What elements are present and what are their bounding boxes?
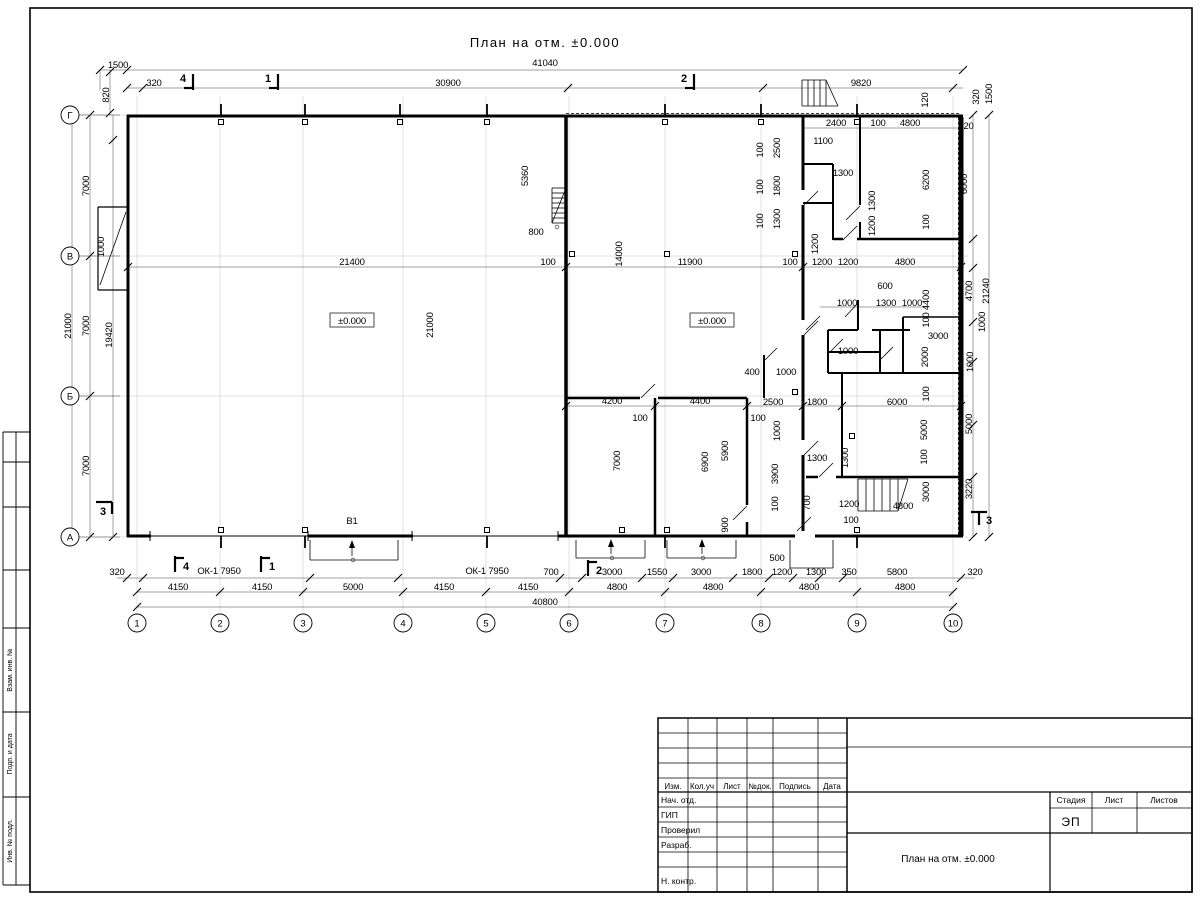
column-marker (303, 528, 308, 533)
dim-label: В1 (346, 516, 358, 527)
axis-number: 10 (947, 618, 959, 630)
dim-label: 9820 (850, 78, 872, 89)
dim-label: 5000 (964, 413, 975, 435)
frame-side-strip (7, 648, 14, 862)
section-number: 4 (182, 561, 190, 573)
dim-label: 1000 (965, 351, 976, 373)
dim-label: 3000 (690, 567, 712, 578)
sheet-frame (30, 8, 1192, 892)
column-marker (665, 528, 670, 533)
dim-label: 2400 (825, 118, 847, 129)
column-marker (665, 252, 670, 257)
column-marker (620, 528, 625, 533)
dim-label: 30900 (435, 78, 461, 89)
column-marker (663, 120, 668, 125)
plan-geometry (3, 58, 1192, 892)
dim-label: 21000 (63, 313, 74, 339)
dim-label: 120 (958, 121, 974, 132)
column-marker (398, 120, 403, 125)
dim-label: 4150 (517, 582, 539, 593)
dim-label: 500 (769, 553, 785, 564)
dim-label: 4800 (702, 582, 724, 593)
dim-label: 11900 (677, 257, 703, 268)
section-number: 1 (268, 561, 276, 573)
side-label-podp: Подп. и дата (7, 733, 14, 775)
detail-line (880, 347, 893, 360)
detail-line (806, 316, 820, 330)
dim-label: 1100 (813, 136, 833, 147)
dim-label: 100 (540, 257, 556, 268)
dim-label: 4150 (433, 582, 455, 593)
detail-line (846, 206, 860, 220)
dim-label: 1200 (771, 567, 793, 578)
dim-label: 1300 (805, 567, 827, 578)
column-marker (793, 390, 798, 395)
dim-label: 4800 (892, 501, 914, 512)
column-marker (219, 120, 224, 125)
column-marker (855, 120, 860, 125)
dim-label: 21240 (981, 278, 992, 304)
axis-number: 6 (566, 618, 572, 630)
dim-label: 1300 (867, 190, 878, 212)
column-marker (850, 434, 855, 439)
dim-label: 1000 (836, 298, 858, 309)
tb-col-ndok: №док. (748, 782, 772, 791)
dim-label: 100 (919, 449, 930, 465)
section-number: 3 (985, 515, 993, 527)
dim-label: 1300 (772, 208, 783, 230)
section-number: 3 (99, 506, 107, 518)
axis-number: 9 (854, 618, 860, 630)
dim-label: 5900 (720, 440, 731, 462)
axis-number: 4 (400, 618, 406, 630)
dim-label: 1200 (811, 257, 833, 268)
axis-letter: Г (67, 110, 73, 122)
dim-label: 100 (770, 496, 781, 512)
side-label-inv: Инв. № подл. (7, 819, 14, 863)
dim-label: 320 (967, 567, 983, 578)
dim-label: 400 (744, 367, 760, 378)
dim-label: 6000 (959, 173, 970, 195)
dim-label: 40800 (532, 597, 558, 608)
dim-label: 4200 (601, 396, 623, 407)
dim-label: ОК-1 7950 (197, 566, 241, 577)
dim-label: 1200 (810, 233, 821, 255)
dim-label: 1000 (772, 420, 783, 442)
dim-label: 1300 (806, 453, 828, 464)
axis-number: 2 (217, 618, 223, 630)
dim-label: 100 (921, 214, 932, 230)
dim-label: 7000 (81, 315, 92, 337)
detail-line (819, 463, 833, 477)
axis-number: 3 (300, 618, 306, 630)
section-number: 4 (179, 73, 187, 85)
axis-number: 1 (134, 618, 140, 630)
entrance-arrow (699, 539, 705, 547)
dim-label: 1800 (741, 567, 763, 578)
dim-label: 7000 (81, 175, 92, 197)
dim-label: 800 (528, 227, 544, 238)
column-marker (219, 528, 224, 533)
axis-number: 8 (758, 618, 764, 630)
tb-col-koluch: Кол.уч (690, 782, 714, 791)
titleblock-border (658, 718, 1192, 892)
dim-label: 3000 (601, 567, 623, 578)
dim-label: 1800 (806, 397, 828, 408)
dim-label: 1000 (901, 298, 923, 309)
dim-label: 5000 (342, 582, 364, 593)
dim-label: 100 (755, 213, 766, 229)
section-number: 1 (264, 73, 272, 85)
dim-label: 1500 (107, 60, 129, 71)
side-label-vzam: Взам. инв. № (7, 648, 14, 692)
dim-label: 4800 (606, 582, 628, 593)
tb-row-gip: ГИП (661, 810, 678, 820)
dim-label: 5360 (520, 165, 531, 187)
dim-label: 2500 (772, 137, 783, 159)
dim-label: 820 (101, 87, 112, 103)
dim-label: 7000 (81, 455, 92, 477)
dim-label: 2500 (762, 397, 784, 408)
wall-opening (795, 531, 815, 541)
detail-line (826, 80, 838, 106)
tb-col-podpis: Подпись (779, 782, 811, 791)
axis-letter: А (66, 532, 74, 544)
tb-col-izm: Изм. (664, 782, 682, 791)
dim-label: 4150 (251, 582, 273, 593)
entrance-arrow (608, 539, 614, 547)
column-marker (485, 120, 490, 125)
tb-row-nkontr: Н. контр. (661, 876, 697, 886)
dim-label: 600 (877, 281, 893, 292)
dim-label: 1800 (772, 175, 783, 197)
dim-label: 100 (843, 515, 859, 526)
dim-label: 120 (920, 92, 931, 108)
dim-label: 700 (802, 495, 813, 511)
dim-label: 19420 (104, 322, 115, 348)
dim-label: 4150 (167, 582, 189, 593)
dim-label: 100 (782, 257, 798, 268)
dim-label: 1000 (977, 311, 988, 333)
dim-label: 320 (146, 78, 162, 89)
tb-row-nach-otd: Нач. отд. (661, 795, 697, 805)
dim-label: 21000 (425, 312, 436, 338)
level-mark: ±0.000 (338, 316, 366, 327)
tb-row-proveril: Проверил (661, 825, 701, 835)
column-marker (485, 528, 490, 533)
tb-sheet-header: Лист (1104, 795, 1124, 805)
tb-stage-value: ЭП (1061, 815, 1081, 829)
level-mark: ±0.000 (698, 316, 726, 327)
dim-label: 100 (755, 142, 766, 158)
dim-label: 100 (921, 312, 932, 328)
dim-label: 6900 (700, 451, 711, 473)
dim-label: 5800 (886, 567, 908, 578)
detail-line (733, 506, 747, 520)
dim-label: 21400 (339, 257, 365, 268)
dim-label: 100 (750, 413, 766, 424)
column-marker (570, 252, 575, 257)
dim-label: 4400 (921, 289, 932, 311)
tb-col-data: Дата (823, 782, 841, 791)
dim-label: 3900 (770, 463, 781, 485)
tb-doc-title: План на отм. ±0.000 (901, 854, 995, 865)
detail-circle (555, 225, 559, 229)
dim-label: 14000 (614, 241, 625, 267)
tb-col-list: Лист (723, 782, 741, 791)
dim-label: 320 (109, 567, 125, 578)
dim-label: 1000 (837, 346, 859, 357)
dim-label: 100 (921, 386, 932, 402)
dim-label: 1200 (838, 499, 860, 510)
dim-label: 6200 (921, 169, 932, 191)
dim-label: 4800 (894, 582, 916, 593)
tb-sheets-header: Листов (1150, 795, 1178, 805)
column-marker (793, 252, 798, 257)
axis-number: 7 (662, 618, 668, 630)
plan-title: План на отм. ±0.000 (469, 35, 621, 50)
dim-label: 320 (971, 89, 982, 105)
dim-label: 4700 (964, 280, 975, 302)
dim-label: 41040 (532, 58, 558, 69)
tb-row-razrab: Разраб. (661, 840, 692, 850)
dim-label: 2000 (920, 346, 931, 368)
dim-label: 5000 (919, 419, 930, 441)
dim-label: 350 (841, 567, 857, 578)
dim-label: 1000 (96, 236, 107, 258)
tb-stage-header: Стадия (1056, 795, 1086, 805)
section-number: 2 (595, 565, 603, 577)
dim-label: 1000 (775, 367, 797, 378)
detail-line (764, 348, 777, 361)
axis-number: 5 (483, 618, 489, 630)
section-number: 2 (680, 73, 688, 85)
column-marker (759, 120, 764, 125)
detail-line (843, 226, 857, 240)
dim-label: 1300 (832, 168, 854, 179)
dim-label: 1500 (984, 83, 995, 105)
title-block (661, 782, 1178, 886)
dim-label: ОК-1 7950 (465, 566, 509, 577)
dim-label: 100 (632, 413, 648, 424)
dim-label: 1200 (837, 257, 859, 268)
dim-label: 3000 (921, 481, 932, 503)
axis-letter: В (66, 251, 74, 263)
column-marker (855, 528, 860, 533)
dim-label: 4800 (894, 257, 916, 268)
dim-label: 4400 (689, 396, 711, 407)
entrance-arrow (349, 540, 355, 548)
detail-line (804, 321, 818, 335)
dim-label: 1300 (875, 298, 897, 309)
dim-label: 6000 (886, 397, 908, 408)
dim-label: 700 (543, 567, 559, 578)
dim-label: 7000 (612, 450, 623, 472)
axis-letter: Б (66, 391, 74, 403)
dim-label: 1550 (646, 567, 668, 578)
dim-label: 1200 (867, 215, 878, 237)
dim-label: 4800 (899, 118, 921, 129)
dim-label: 900 (720, 517, 731, 533)
dim-label: 100 (755, 179, 766, 195)
dim-label: 100 (870, 118, 886, 129)
dim-label: 1300 (840, 447, 851, 469)
dim-label: 4800 (798, 582, 820, 593)
dim-label: 3220 (964, 478, 975, 500)
dim-label: 3000 (927, 331, 949, 342)
column-marker (303, 120, 308, 125)
